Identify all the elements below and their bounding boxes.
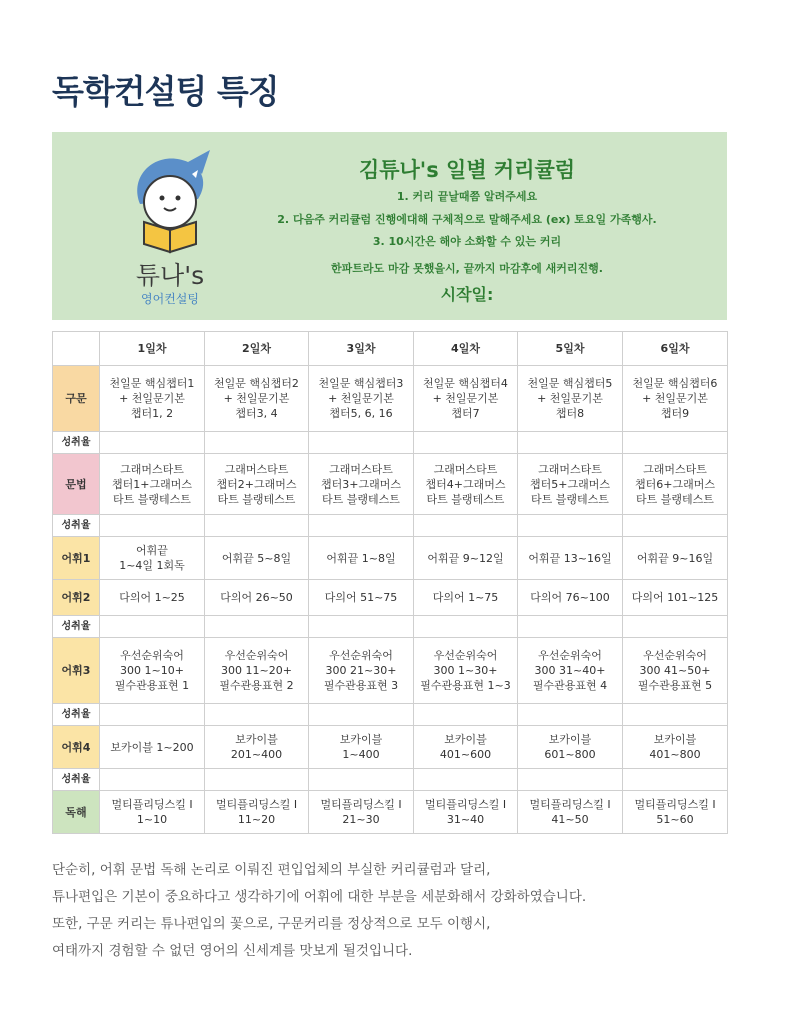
table-cell [100,515,205,537]
cell-text-line: 타트 블랭테스트 [217,492,296,506]
table-cell [623,791,728,834]
cell-text-line: 천일문 핵심챕터3 [318,377,404,390]
cell-text-line: 필수관용표현 1~3 [420,679,511,692]
table-cell [309,366,414,432]
brand-subtitle: 영어컨설팅 [141,292,199,306]
cell-text-line: 201~400 [230,748,283,761]
table-cell [100,537,205,580]
table-cell [205,616,309,638]
cell-text-line: 우선순위숙어 [224,649,289,662]
cell-text-line: 멀티플리딩스킬 I [424,798,507,811]
caption-line-3: 또한, 구문 커리는 튜나편입의 꽃으로, 구문커리를 정상적으로 모두 이행시, [52,916,491,932]
cell-text-line: 41~50 [551,813,589,826]
table-cell [518,638,623,704]
cell-text-line: 51~60 [656,813,694,826]
day-header: 5일차 [518,332,623,366]
table-header-row [53,332,728,366]
cell-text-line: 타트 블랭테스트 [531,492,609,506]
cell-text-line: 필수관용표현 3 [323,679,399,692]
table-cell [518,515,623,537]
cell-text-line: 보카이블 [444,733,487,746]
cell-text-line: 타트 블랭테스트 [322,492,400,506]
cell-text-line: 다의어 1~75 [432,591,499,604]
caption-line-2: 튜나편입은 기본이 중요하다고 생각하기에 어휘에 대한 부분을 세분화해서 강화하였습니다. [52,889,587,905]
cell-text-line: 챕터3+그래머스 [321,477,401,491]
cell-text-line: 천일문 핵심챕터1 [109,377,195,390]
cell-text-line: + 천일문기본 [328,392,394,405]
cell-text-line: 챕터4+그래머스 [425,477,506,491]
cell-text-line: 천일문 핵심챕터2 [214,377,299,390]
cell-text-line: 챕터9 [660,407,690,420]
cell-text-line: 401~800 [649,748,701,761]
table-row [53,726,728,769]
cell-text-line: 챕터6+그래머스 [635,477,715,491]
cell-text-line: 필수관용표현 4 [532,679,608,692]
table-cell [309,791,414,834]
table-cell [623,537,728,580]
table-cell [309,616,414,638]
table-cell [414,454,518,515]
cell-text-line: 보카이블 [235,733,278,746]
table-cell [309,726,414,769]
banner-note-1: 1. 커리 끝날때쯤 알려주세요 [396,190,538,203]
table-cell [518,454,623,515]
cell-text-line: 어휘끝 9~12일 [427,551,504,565]
table-cell [205,366,309,432]
table-cell [205,537,309,580]
table-cell [518,726,623,769]
cell-text-line: 보카이블 [339,733,383,746]
cell-text-line: 필수관용표현 5 [637,679,713,692]
table-cell [100,616,205,638]
cell-text-line: 멀티플리딩스킬 I [320,798,402,811]
table-cell [414,537,518,580]
cell-text-line: 그래머스타트 [120,462,184,476]
row-label: 문법 [53,454,100,515]
cell-text-line: 챕터5+그래머스 [530,477,610,491]
row-label: 어휘3 [53,638,100,704]
table-cell [518,366,623,432]
table-cell [623,454,728,515]
header-corner [53,332,100,366]
start-date-label: 시작일: [440,285,494,304]
table-cell [100,726,205,769]
cell-text-line: 다의어 26~50 [220,591,293,604]
table-cell [623,726,728,769]
cell-text-line: 챕터1, 2 [130,407,174,420]
cell-text-line: 401~600 [439,748,492,761]
table-cell [623,769,728,791]
cell-text-line: 타트 블랭테스트 [426,492,505,506]
cell-text-line: 601~800 [544,748,596,761]
table-row [53,366,728,432]
table-cell [100,432,205,454]
banner-note-3: 3. 10시간은 해야 소화할 수 있는 커리 [372,235,562,248]
table-row [53,791,728,834]
row-label: 구문 [53,366,100,432]
table-cell [205,580,309,616]
cell-text-line: + 천일문기본 [537,392,603,405]
brand-name: 튜나's [135,261,205,290]
table-cell [309,454,414,515]
cell-text-line: 보카이블 1~200 [110,740,194,754]
table-cell [100,791,205,834]
table-row [53,515,728,537]
cell-text-line: 보카이블 [653,733,697,746]
cell-text-line: 천일문 핵심챕터4 [423,377,508,390]
table-cell [623,432,728,454]
cell-text-line: 어휘끝 [136,544,168,557]
cell-text-line: 필수관용표현 1 [114,679,190,692]
table-row [53,454,728,515]
cell-text-line: 우선순위숙어 [433,649,498,662]
cell-text-line: 필수관용표현 2 [219,679,294,692]
day-header: 2일차 [205,332,309,366]
table-cell [100,769,205,791]
table-row [53,537,728,580]
row-label: 성취율 [53,769,100,791]
table-cell [518,580,623,616]
caption-line-4: 여태까지 경험할 수 없던 영어의 신세계를 맛보게 될것입니다. [52,943,413,959]
table-cell [205,515,309,537]
row-label: 성취율 [53,616,100,638]
cell-text-line: 타트 블랭테스트 [636,492,714,506]
cell-text-line: 챕터2+그래머스 [216,477,297,491]
day-header: 4일차 [414,332,518,366]
table-cell [623,580,728,616]
table-cell [518,432,623,454]
table-cell [100,366,205,432]
table-cell [309,537,414,580]
cell-text-line: 우선순위숙어 [643,649,707,662]
cell-text-line: 보카이블 [548,733,592,746]
cell-text-line: 다의어 51~75 [324,591,398,604]
table-cell [100,580,205,616]
caption-line-1: 단순히, 어휘 문법 독해 논리로 이뤄진 편입업체의 부실한 커리큘럼과 달리, [52,862,491,878]
day-header: 1일차 [100,332,205,366]
table-cell [100,454,205,515]
table-cell [100,704,205,726]
cell-text-line: 천일문 핵심챕터6 [632,377,718,390]
cell-text-line: 챕터7 [451,407,480,420]
cell-text-line: 멀티플리딩스킬 I [634,798,716,811]
table-cell [205,638,309,704]
cell-text-line: 다의어 76~100 [530,591,610,604]
table-cell [309,580,414,616]
table-row [53,704,728,726]
cell-text-line: 다의어 101~125 [631,591,719,604]
row-label: 어휘2 [53,580,100,616]
cell-text-line: 그래머스타트 [329,462,393,476]
cell-text-line: 300 21~30+ [325,664,397,677]
table-cell [309,432,414,454]
table-cell [205,704,309,726]
curriculum-banner [52,132,727,320]
cell-text-line: 300 11~20+ [221,664,292,677]
table-cell [100,638,205,704]
cell-text-line: 300 1~30+ [433,664,498,677]
cell-text-line: 어휘끝 13~16일 [528,551,612,565]
table-cell [414,704,518,726]
table-cell [205,432,309,454]
cell-text-line: 멀티플리딩스킬 I [529,798,611,811]
cell-text-line: 그래머스타트 [433,462,498,476]
table-cell [414,638,518,704]
table-cell [518,537,623,580]
cell-text-line: 우선순위숙어 [329,649,393,662]
table-cell [623,638,728,704]
table-cell [205,454,309,515]
table-cell [205,769,309,791]
table-cell [414,769,518,791]
cell-text-line: 챕터8 [555,407,585,420]
table-cell [623,616,728,638]
row-label: 성취율 [53,704,100,726]
table-cell [623,704,728,726]
cell-text-line: 챕터5, 6, 16 [329,407,393,420]
day-header: 3일차 [309,332,414,366]
cell-text-line: 천일문 핵심챕터5 [527,377,613,390]
cell-text-line: 1~4일 1회독 [119,559,185,572]
cell-text-line: 어휘끝 5~8일 [221,551,292,565]
table-cell [518,704,623,726]
cell-text-line: 300 31~40+ [534,664,606,677]
row-label: 독해 [53,791,100,834]
row-label: 성취율 [53,515,100,537]
cell-text-line: 21~30 [342,813,380,826]
table-row [53,638,728,704]
cell-text-line: + 천일문기본 [223,392,290,405]
table-cell [205,726,309,769]
cell-text-line: 300 41~50+ [639,664,711,677]
table-cell [414,580,518,616]
table-cell [414,515,518,537]
row-label: 성취율 [53,432,100,454]
cell-text-line: 우선순위숙어 [120,649,184,662]
cell-text-line: + 천일문기본 [432,392,499,405]
row-label: 어휘1 [53,537,100,580]
table-cell [309,704,414,726]
cell-text-line: 멀티플리딩스킬 I [111,798,193,811]
table-cell [414,616,518,638]
cell-text-line: 우선순위숙어 [538,649,602,662]
table-row [53,432,728,454]
tuna-mascot-icon [118,144,218,254]
day-header: 6일차 [623,332,728,366]
cell-text-line: 31~40 [446,813,485,826]
table-cell [309,515,414,537]
table-cell [623,366,728,432]
cell-text-line: 챕터3, 4 [235,407,278,420]
cell-text-line: 어휘끝 1~8일 [326,551,396,565]
table-cell [309,638,414,704]
cell-text-line: 그래머스타트 [643,462,707,476]
banner-title: 김튜나's 일별 커리큘럼 [358,158,576,182]
page-title: 독학컨설팅 특징 [52,72,279,111]
table-cell [414,432,518,454]
table-cell [414,726,518,769]
cell-text-line: 어휘끝 9~16일 [636,551,714,565]
banner-note-2: 2. 다음주 커리큘럼 진행에대해 구체적으로 말해주세요 (ex) 토요일 가족행사. [277,213,657,226]
cell-text-line: 1~400 [342,748,380,761]
row-label: 어휘4 [53,726,100,769]
cell-text-line: 그래머스타트 [224,462,289,476]
table-cell [309,769,414,791]
table-cell [518,616,623,638]
table-row [53,580,728,616]
table-cell [623,515,728,537]
cell-text-line: 300 1~10+ [120,664,184,677]
table-cell [414,791,518,834]
table-row [53,769,728,791]
cell-text-line: 멀티플리딩스킬 I [215,798,298,811]
cell-text-line: 1~10 [136,813,168,826]
banner-note-4: 한파트라도 마감 못했을시, 끝까지 마감후에 새커리진행. [331,262,603,275]
cell-text-line: 타트 블랭테스트 [113,492,191,506]
table-cell [205,791,309,834]
cell-text-line: 11~20 [237,813,276,826]
cell-text-line: + 천일문기본 [642,392,708,405]
cell-text-line: 다의어 1~25 [119,591,185,604]
cell-text-line: + 천일문기본 [119,392,185,405]
table-cell [518,791,623,834]
table-cell [414,366,518,432]
cell-text-line: 그래머스타트 [538,462,602,476]
cell-text-line: 챕터1+그래머스 [112,477,192,491]
table-row [53,616,728,638]
curriculum-table [52,331,728,834]
table-cell [518,769,623,791]
